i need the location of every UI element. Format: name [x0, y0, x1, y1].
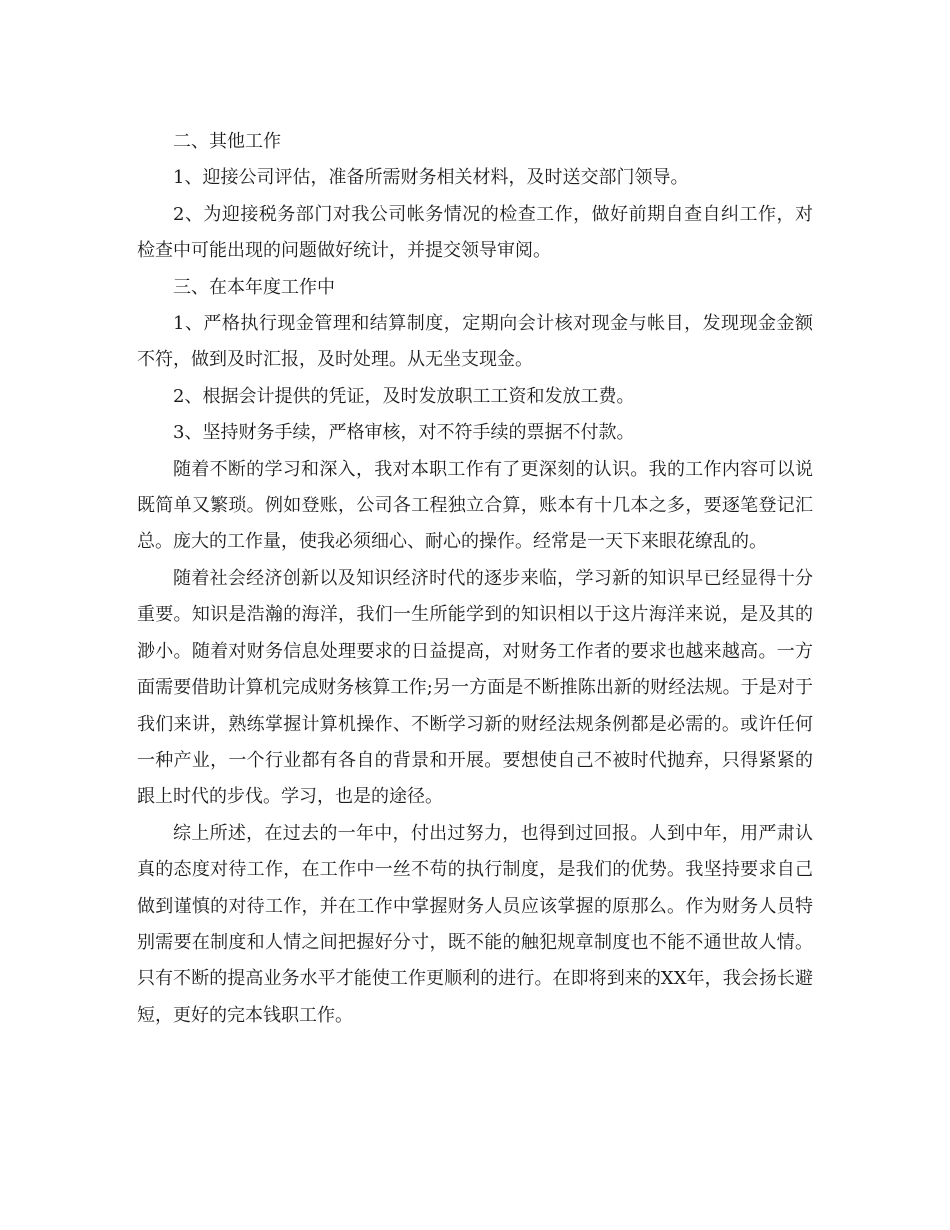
- paragraph-cash-management: 1、严格执行现金管理和结算制度，定期向会计核对现金与帐目，发现现金金额不符，做到及时汇报，及时处理。从无坐支现金。: [137, 313, 813, 371]
- paragraph-audit: 3、坚持财务手续，严格审核，对不符手续的票据不付款。: [173, 422, 635, 444]
- section-heading-this-year: 三、在本年度工作中: [173, 276, 335, 298]
- paragraph-knowledge-economy: 随着社会经济创新以及知识经济时代的逐步来临，学习新的知识早已经显得十分重要。知识是浩瀚的海洋，我们一生所能学到的知识相以于这片海洋来说，是及其的渺小。随着对财务信息处理要求的日益提高，对财务工作者的要求也越来越高。一方面需要借助计算机完成财务核算工作;另一方面是不断推陈出新的财经法规。于是对于我们来讲，熟练掌握计算机操作、不断学习新的财经法规条例都是必需的。或许任何一种产业，一个行业都有各自的背景和开展。要想使自己不被时代抛弃，只得紧紧的跟上时代的步伐。学习，也是的途径。: [137, 567, 813, 808]
- document-body: [137, 124, 813, 1034]
- paragraph-learning: 随着不断的学习和深入，我对本职工作有了更深刻的认识。我的工作内容可以说既简单又繁琐。例如登账，公司各工程独立合算，账本有十几本之多，要逐笔登记汇总。庞大的工作量，使我必须细心、耐心的操作。经常是一天下来眼花缭乱的。: [137, 458, 813, 553]
- paragraph-item-1: 1、迎接公司评估，准备所需财务相关材料，及时送交部门领导。: [173, 167, 689, 189]
- paragraph-payroll: 2、根据会计提供的凭证，及时发放职工工资和发放工费。: [173, 385, 635, 407]
- paragraph-item-2: 2、为迎接税务部门对我公司帐务情况的检查工作，做好前期自查自纠工作，对检查中可能出现的问题做好统计，并提交领导审阅。: [137, 203, 813, 262]
- section-heading-other-work: 二、其他工作: [173, 131, 281, 152]
- paragraph-summary: 综上所述，在过去的一年中，付出过努力，也得到过回报。人到中年，用严肃认真的态度对待工作，在工作中一丝不苟的执行制度，是我们的优势。我坚持要求自己做到谨慎的对待工作，并在工作中掌握财务人员应该掌握的原那么。作为财务人员特别需要在制度和人情之间把握好分寸，既不能的触犯规章制度也不能不通世故人情。只有不断的提高业务水平才能使工作更顺利的进行。在即将到来的XX年，我会扬长避短，更好的完本钱职工作。: [137, 822, 813, 1026]
